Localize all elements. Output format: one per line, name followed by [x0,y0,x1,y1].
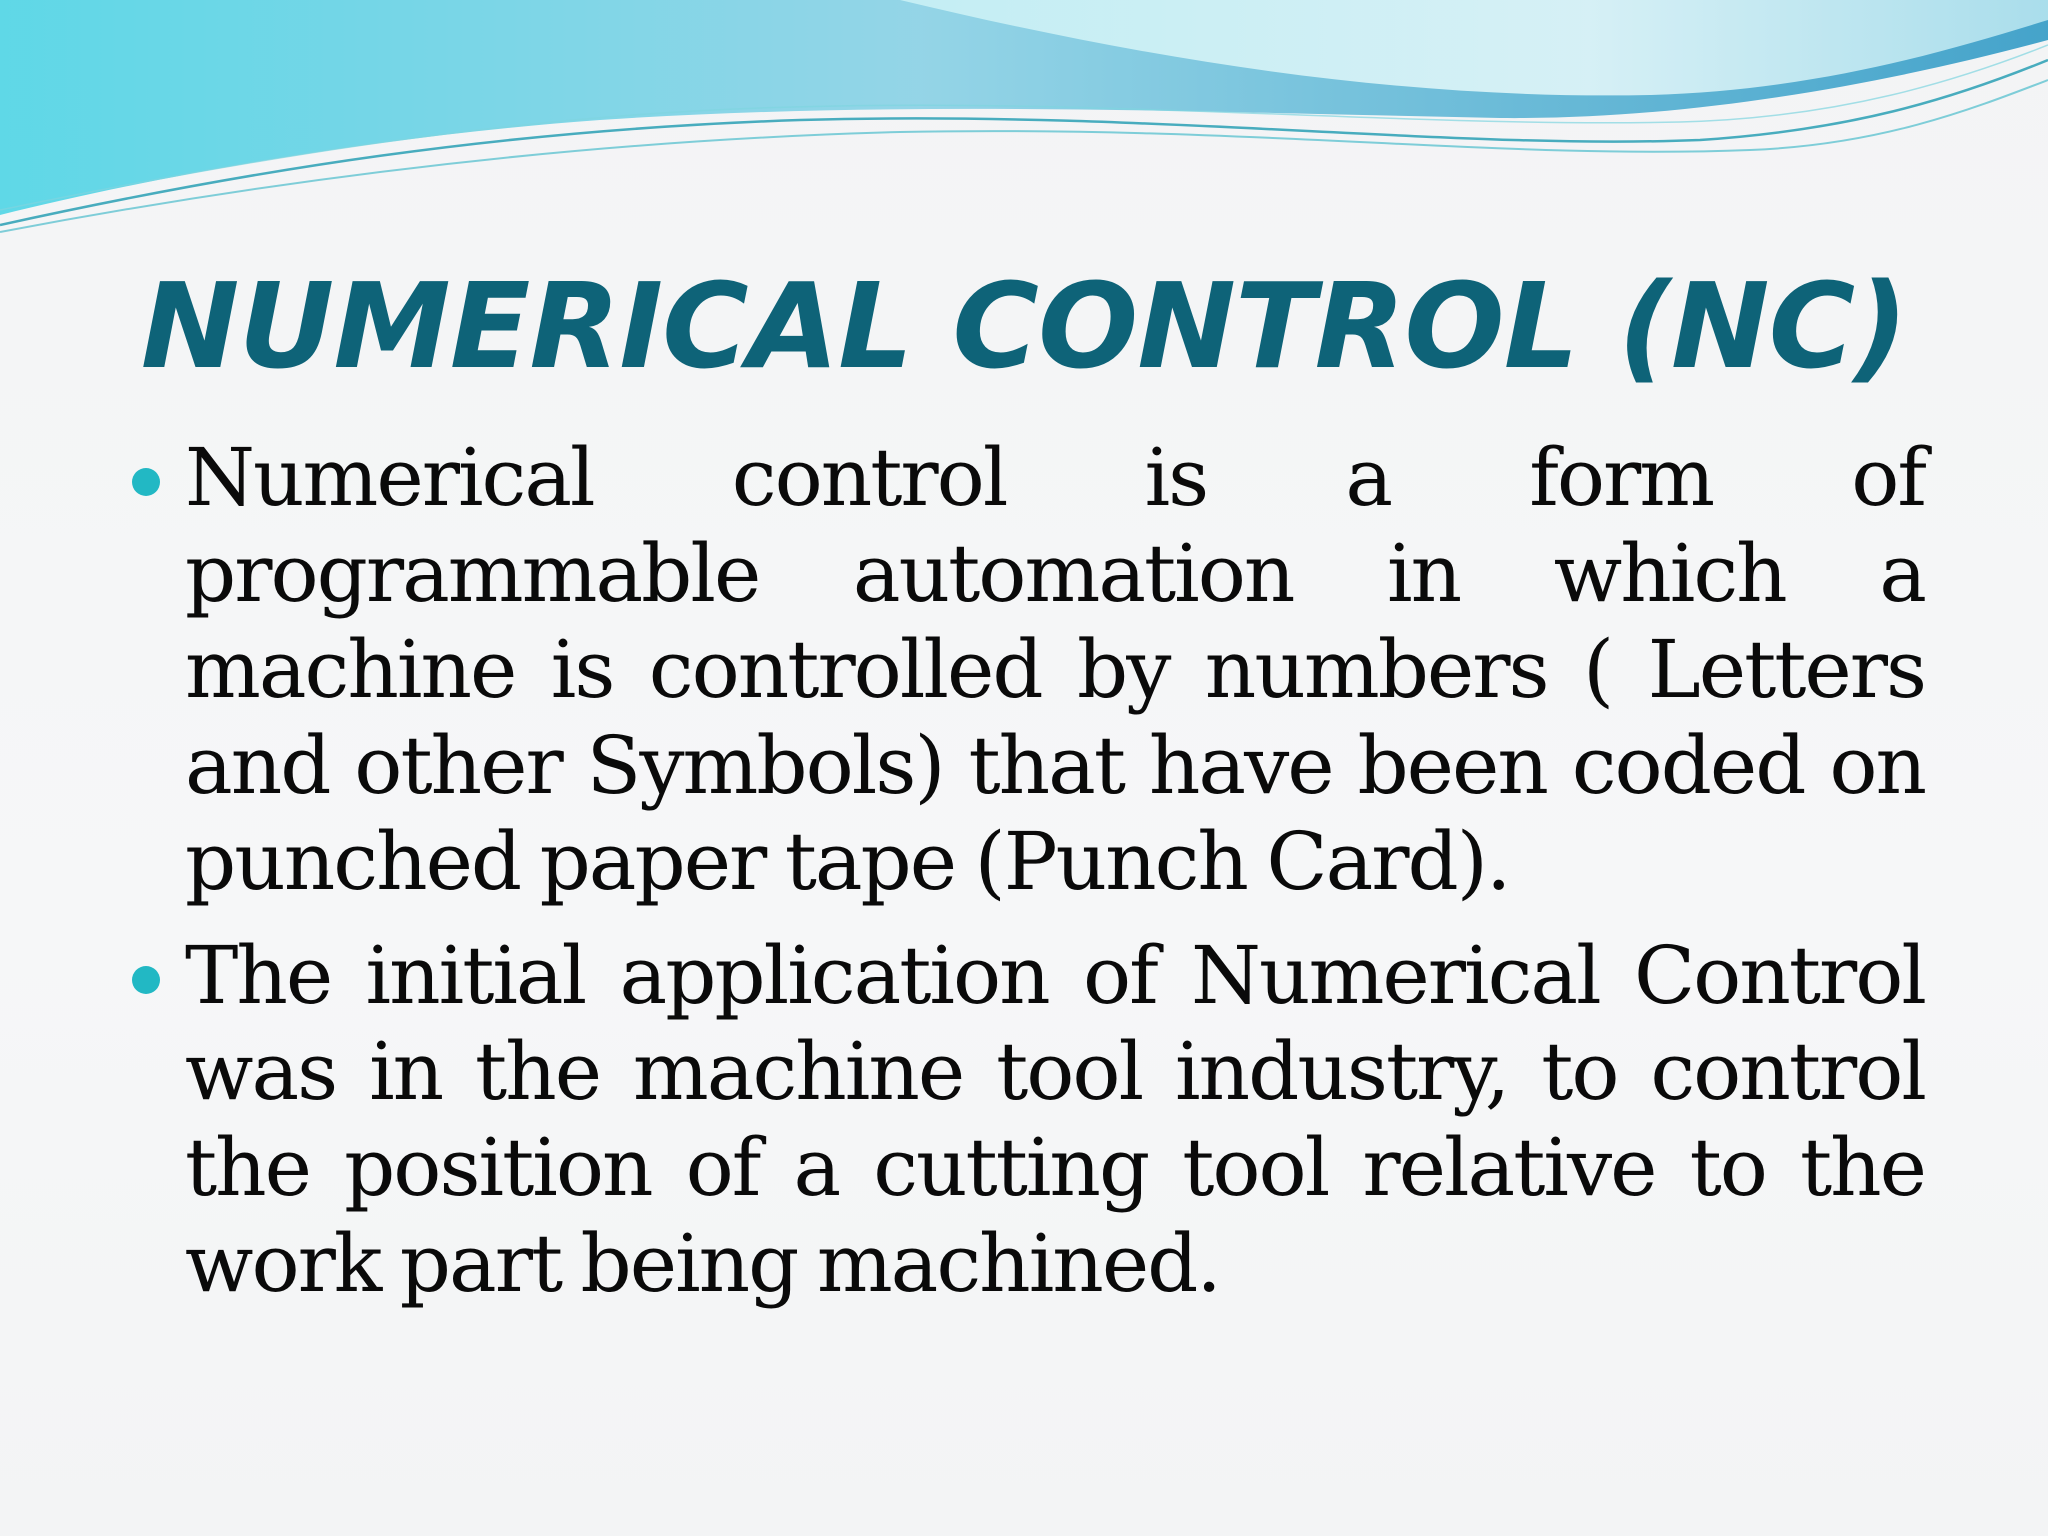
slide-title: NUMERICAL CONTROL (NC) [140,257,1908,395]
bullet-item [120,928,1925,1312]
bullet-item [120,430,1925,910]
bullet-icon [132,468,160,496]
bullet-text: Numerical control is a form of programmable automation in which a machine is controlled by numbers ( Letters and other Symbols) that have been coded on punched paper tape (Punch Card). [185,431,1925,908]
bullet-icon [132,966,160,994]
bullet-list [120,430,1925,1330]
header-wave-decoration [0,0,2048,240]
bullet-text: The initial application of Numerical Control was in the machine tool industry, to control the position of a cutting tool relative to the work part being machined. [185,929,1925,1310]
